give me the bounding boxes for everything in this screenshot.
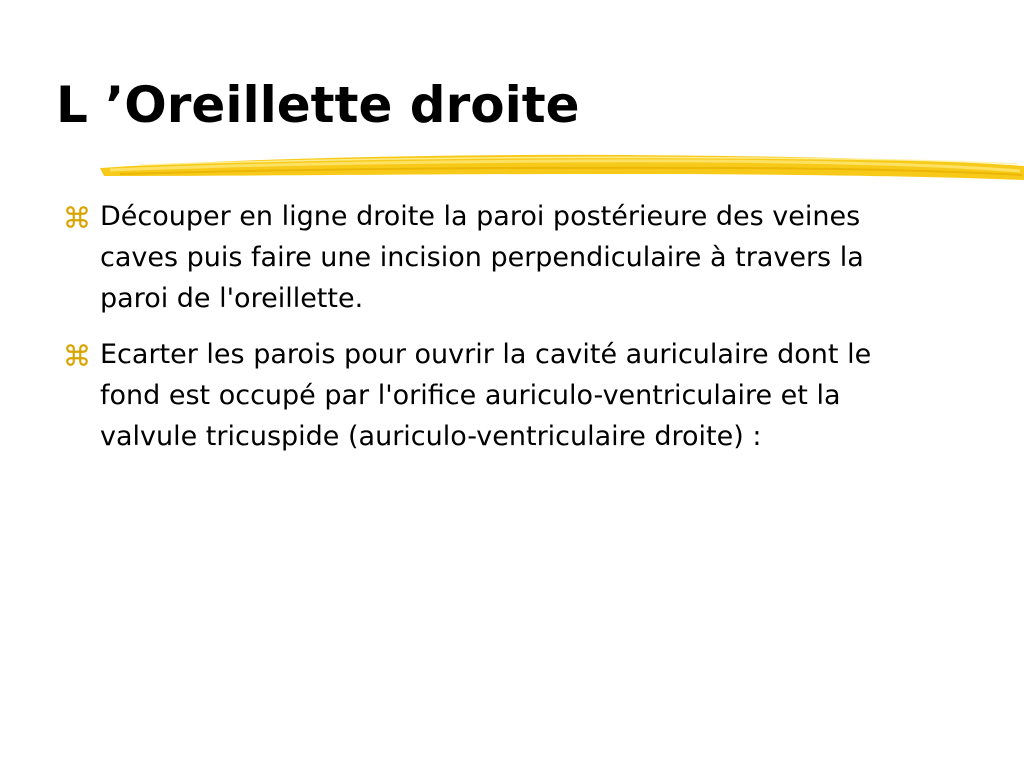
highlight-brush-stroke [100,146,1024,186]
bullet-list [62,196,892,472]
command-key-icon [62,196,92,237]
bullet-item [62,196,892,319]
slide-title: L ’Oreillette droite [56,76,580,134]
bullet-item [62,334,892,457]
bullet-text: Découper en ligne droite la paroi postérieure des veines caves puis faire une incision perpendiculaire à travers la paroi de l'oreillette. [100,201,864,314]
command-key-icon [62,334,92,375]
bullet-text: Ecarter les parois pour ouvrir la cavité auriculaire dont le fond est occupé par l'orifice auriculo-ventriculaire et la valvule tricuspide (auriculo-ventriculaire droite) : [100,339,872,452]
